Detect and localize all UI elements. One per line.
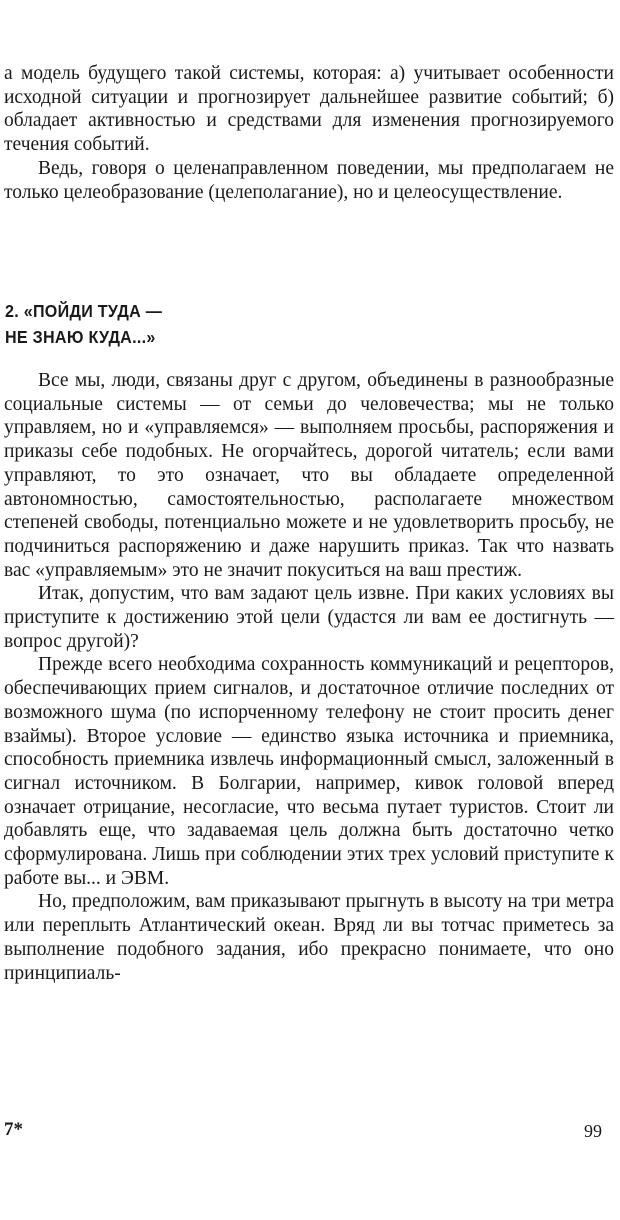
signature-mark: 7* [4, 1119, 23, 1140]
section-heading-line: 2. «ПОЙДИ ТУДА — [5, 301, 163, 321]
paragraph: Но, предположим, вам приказывают прыгнуть в высоту на три метра или переплыть Атлантический океан. Вряд ли вы тотчас приметесь за выполнение подобного задания, ибо прекрасно понимаете, что оно принципиаль- [4, 891, 614, 984]
intro-text [4, 62, 614, 204]
section-heading-line: НЕ ЗНАЮ КУДА...» [5, 327, 156, 347]
paragraph: а модель будущего такой системы, которая: а) учитывает особенности исходной ситуации и прогнозирует дальнейшее развитие событий; б) обладает активностью и средствами для изменения прогнозируемого течения событий. [4, 63, 614, 156]
section-heading [5, 298, 162, 350]
section-body [4, 369, 614, 985]
paragraph: Итак, допустим, что вам задают цель извне. При каких условиях вы приступите к достижению этой цели (удастся ли вам ее достигнуть — вопрос другой)? [4, 583, 614, 652]
paragraph: Все мы, люди, связаны друг с другом, объединены в разнообразные социальные системы — от семьи до человечества; мы не только управляем, но и «управляемся» — выполняем просьбы, распоряжения и приказы себе подобных. Не огорчайтесь, дорогой читатель; если вами управляют, то это означает, что вы обладаете определенной автономностью, самостоятельностью, располагаете множеством степеней свободы, потенциально можете и не удовлетворить просьбу, не подчиниться распоряжению и даже нарушить приказ. Так что назвать вас «управляемым» это не значит покуситься на ваш престиж. [4, 370, 614, 581]
paragraph: Ведь, говоря о целенаправленном поведении, мы предполагаем не только целеобразование (целеполагание), но и целеосуществление. [4, 157, 614, 203]
paragraph: Прежде всего необходима сохранность коммуникаций и рецепторов, обеспечивающих прием сигналов, и достаточное отличие последних от возможного шума (по испорченному телефону не стоит просить денег взаймы). Второе условие — единство языка источника и приемника, способность приемника извлечь информационный смысл, заложенный в сигнал источником. В Болгарии, например, кивок головой вперед означает отрицание, несогласие, что весьма путает туристов. Стоит ли добавлять еще, что задаваемая цель должна быть достаточно четко сформулирована. Лишь при соблюдении этих трех условий приступите к работе вы... и ЭВМ. [4, 654, 614, 889]
page-number: 99 [584, 1121, 602, 1141]
